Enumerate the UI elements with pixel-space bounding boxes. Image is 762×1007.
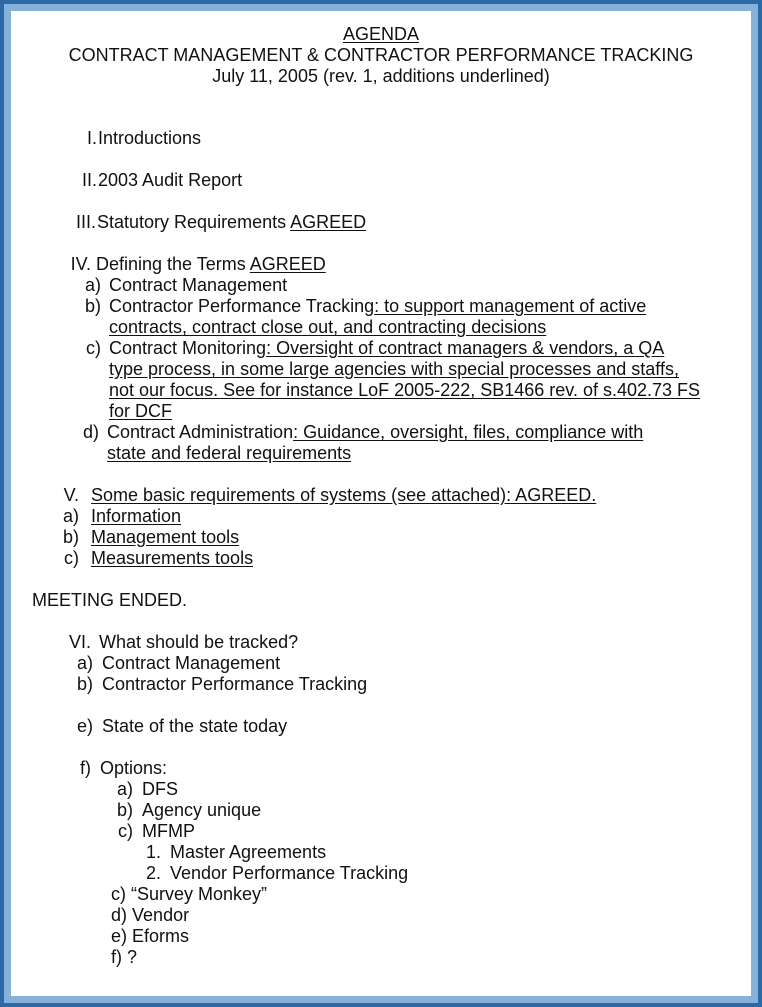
sub-number: a): [84, 275, 101, 295]
item-text: What should be tracked?: [99, 632, 299, 652]
item-vi-b: [11, 674, 711, 695]
sub-text: Measurements tools: [91, 548, 254, 568]
addition-text: : Oversight of contract managers & vendors, a QA type process, in some large agencies with special processes and staffs, not our focus. See for instance LoF 2005-222, SB1466 rev. of s.402.73 FS for DCF: [109, 338, 701, 421]
addition-text: : to support management of active contracts, contract close out, and contracting decisions: [109, 296, 647, 337]
option-number: c): [118, 821, 133, 841]
sub-text: Contractor Performance Tracking: [109, 296, 375, 316]
item-iv-a: [11, 275, 711, 296]
sub-text: Management tools: [91, 527, 240, 547]
item-iv-b: [11, 296, 711, 338]
item-text: 2003 Audit Report: [98, 170, 243, 190]
item-vi: [11, 632, 711, 653]
option-text: Agency unique: [142, 800, 262, 820]
agenda-header: [11, 24, 751, 87]
option-text: DFS: [142, 779, 178, 799]
option-number: b): [116, 800, 133, 820]
option-b: [11, 800, 711, 821]
option-number: d): [111, 905, 128, 925]
item-text: Statutory Requirements: [97, 212, 291, 232]
option-text: MFMP: [142, 821, 195, 841]
item-iv-d: [11, 422, 711, 464]
item-vi-e: [11, 716, 711, 737]
sub-text: Contract Administration: [107, 422, 294, 442]
option-number: c): [111, 884, 126, 904]
option-number: f): [111, 947, 122, 967]
sub-number: d): [82, 422, 99, 442]
item-v-a: [11, 506, 711, 527]
sub-number: c): [86, 338, 101, 358]
sub-number: b): [84, 296, 101, 316]
item-iv-c: [11, 338, 711, 422]
item-number: V.: [63, 485, 79, 505]
option-f: [11, 947, 711, 968]
sub-number: f): [80, 758, 91, 778]
item-number: VI.: [68, 632, 91, 652]
item-v-b: [11, 527, 711, 548]
document-page: [11, 11, 751, 996]
item-number: I.: [86, 128, 97, 148]
item-v: [11, 485, 711, 506]
item-number: IV.: [70, 254, 91, 274]
sub-number: c): [64, 548, 79, 568]
option-d: [11, 905, 711, 926]
item-iii: [11, 212, 711, 233]
sub-text: Contract Management: [109, 275, 288, 295]
agenda-date: July 11, 2005 (rev. 1, additions underlined): [212, 66, 550, 86]
item-vi-a: [11, 653, 711, 674]
item-vi-f: [11, 758, 711, 779]
item-iv: [11, 254, 711, 275]
option-text: Vendor Performance Tracking: [170, 863, 409, 883]
option-text: ?: [127, 947, 138, 967]
agreed-mark: AGREED: [290, 212, 367, 232]
sub-text: Contract Monitoring: [109, 338, 267, 358]
option-number: a): [116, 779, 133, 799]
meeting-ended: MEETING ENDED.: [32, 590, 188, 610]
sub-text: Contract Management: [102, 653, 281, 673]
option-c-2: [11, 863, 711, 884]
sub-number: b): [76, 674, 93, 694]
sub-text: Options:: [100, 758, 168, 778]
option-number: 2.: [145, 863, 161, 883]
item-i: [11, 128, 711, 149]
sub-number: a): [76, 653, 93, 673]
sub-number: a): [62, 506, 79, 526]
agreed-mark: AGREED: [249, 254, 326, 274]
agenda-subtitle: CONTRACT MANAGEMENT & CONTRACTOR PERFORMANCE TRACKING: [68, 45, 694, 65]
item-number: II.: [81, 170, 97, 190]
option-number: e): [111, 926, 128, 946]
sub-text: Information: [91, 506, 182, 526]
option-text: “Survey Monkey”: [131, 884, 268, 904]
sub-number: b): [62, 527, 79, 547]
option-c: [11, 821, 711, 842]
item-text: Defining the Terms: [96, 254, 250, 274]
option-c-1: [11, 842, 711, 863]
item-text: Some basic requirements of systems (see attached): AGREED.: [91, 485, 597, 505]
sub-number: e): [76, 716, 93, 736]
agenda-body: [11, 128, 711, 968]
option-text: Master Agreements: [170, 842, 327, 862]
option-e: [11, 926, 711, 947]
option-c2: [11, 884, 711, 905]
option-number: 1.: [145, 842, 161, 862]
option-a: [11, 779, 711, 800]
item-ii: [11, 170, 711, 191]
item-text: Introductions: [98, 128, 202, 148]
sub-text: State of the state today: [102, 716, 288, 736]
item-number: III.: [75, 212, 96, 232]
item-v-c: [11, 548, 711, 569]
sub-text: Contractor Performance Tracking: [102, 674, 368, 694]
agenda-title: AGENDA: [342, 24, 420, 44]
option-text: Vendor: [132, 905, 190, 925]
addition-text: : Guidance, oversight, files, compliance with state and federal requirements: [107, 422, 644, 463]
option-text: Eforms: [132, 926, 190, 946]
